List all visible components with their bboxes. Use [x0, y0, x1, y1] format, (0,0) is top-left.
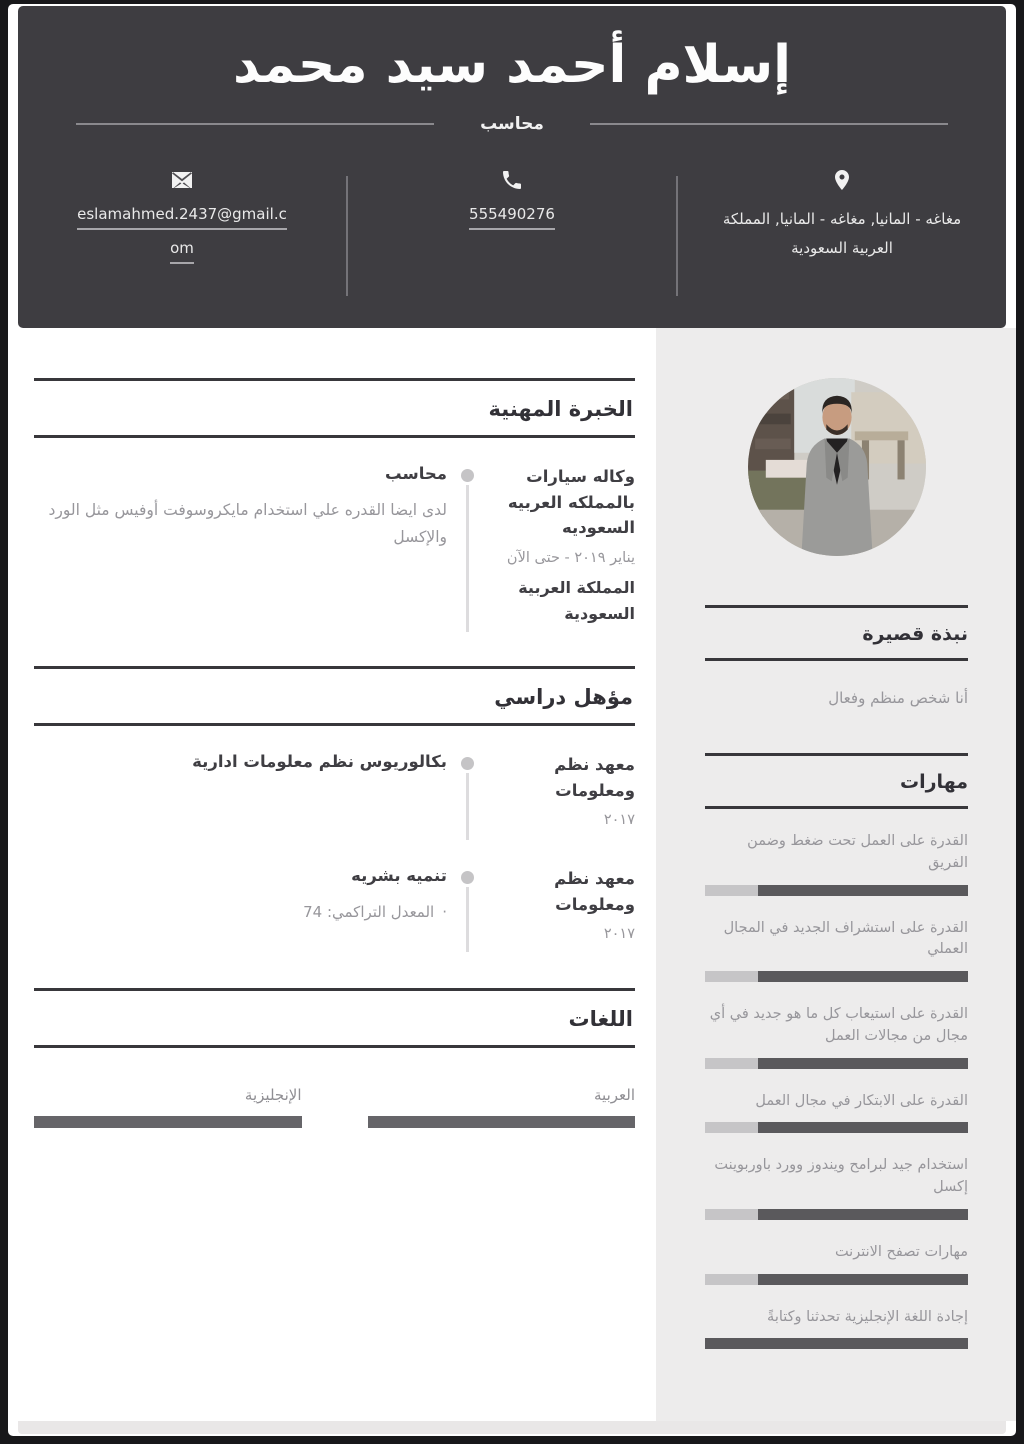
education-entry [34, 752, 635, 840]
language-name: الإنجليزية [244, 1086, 302, 1104]
skill-bar-fill [705, 1338, 968, 1349]
languages-title: اللغات [568, 1007, 633, 1031]
bullet-dot: · [442, 903, 447, 921]
subtitle-row [76, 114, 948, 134]
rule [705, 658, 968, 661]
skill-bar-fill [758, 971, 968, 982]
education-degree: تنميه بشريه [351, 866, 447, 885]
experience-body [34, 464, 447, 632]
skill-bar [705, 1209, 968, 1220]
education-body [34, 866, 447, 952]
experience-title: الخبرة المهنية [488, 397, 633, 421]
skill-label: القدرة على استيعاب كل ما هو جديد في أي مجال من مجالات العمل [709, 1006, 968, 1044]
job-title: محاسب [480, 113, 544, 134]
map-pin-icon [830, 168, 854, 192]
education-org-col [487, 752, 635, 840]
email-line1[interactable]: eslamahmed.2437@gmail.c [77, 205, 287, 230]
about-title: نبذة قصيرة [862, 623, 968, 645]
language-bar-fill [368, 1116, 636, 1128]
timeline [447, 752, 487, 840]
language-item [368, 1086, 636, 1128]
education-note-text: المعدل التراكمي: 74 [303, 903, 435, 921]
skill-label: القدرة على العمل تحت ضغط وضمن الفريق [747, 833, 968, 871]
skill-bar-fill [758, 1209, 968, 1220]
profile-photo-art [748, 378, 926, 556]
education-title: مؤهل دراسي [494, 685, 633, 709]
skill-item [705, 1307, 968, 1350]
skill-label: إجادة اللغة الإنجليزية تحدثنا وكتابةً [767, 1308, 968, 1325]
skill-bar [705, 971, 968, 982]
skill-item [705, 1155, 968, 1220]
skill-label: القدرة على الابتكار في مجال العمل [755, 1092, 968, 1109]
experience-entry [34, 464, 635, 632]
experience-date: يناير ٢٠١٩ - حتى الآن [506, 549, 635, 566]
contact-row [18, 168, 1006, 296]
subtitle-line-right [590, 123, 948, 125]
skill-item [705, 1091, 968, 1134]
education-section [34, 666, 635, 952]
location-cell [678, 168, 1006, 264]
skills-title: مهارات [900, 771, 968, 793]
rule [34, 435, 635, 438]
about-text: أنا شخص منظم وفعال [828, 689, 968, 707]
phone-number[interactable]: 555490276 [469, 205, 555, 230]
skill-label: القدرة على استشراف الجديد في المجال العملي [723, 919, 968, 958]
email-line2[interactable]: om [170, 239, 194, 264]
timeline-dot [461, 757, 474, 770]
phone-cell [348, 168, 676, 230]
skill-bar [705, 1122, 968, 1133]
timeline [447, 866, 487, 952]
skill-label: استخدام جيد لبرامح ويندوز وورد باوربوينت إكسل [714, 1157, 968, 1195]
skill-bar-fill [758, 1058, 968, 1069]
skill-item [705, 1242, 968, 1285]
header [18, 6, 1006, 328]
languages-row [34, 1086, 635, 1128]
email-link[interactable] [77, 205, 287, 264]
phone-link[interactable] [469, 205, 555, 230]
experience-location: المملكة العربية السعودية [518, 577, 635, 624]
timeline-dot [461, 871, 474, 884]
email-cell [18, 168, 346, 264]
language-bar [34, 1116, 302, 1128]
envelope-icon [170, 168, 194, 192]
skill-item [705, 831, 968, 896]
location-text: مغاغه - المانيا, مغاغه - المانيا, المملكة العربية السعودية [722, 209, 962, 258]
language-name: العربية [594, 1086, 635, 1104]
skill-bar [705, 1058, 968, 1069]
skill-bar-fill [758, 885, 968, 896]
phone-handset-icon [500, 168, 524, 192]
about-section [705, 605, 968, 707]
experience-description: لدى ايضا القدره علي استخدام مايكروسوفت أوفيس مثل الورد والإكسل [48, 501, 447, 547]
education-org-col [487, 866, 635, 952]
timeline-line [466, 773, 469, 840]
education-note [34, 903, 447, 921]
timeline-dot [461, 469, 474, 482]
content [8, 328, 1016, 1421]
education-org: معهد نظم ومعلومات [554, 869, 635, 914]
education-body [34, 752, 447, 840]
skill-label: مهارات تصفح الانترنت [834, 1243, 968, 1260]
skill-bar-fill [758, 1274, 968, 1285]
education-year: ٢٠١٧ [603, 926, 635, 943]
experience-section [34, 378, 635, 632]
timeline [447, 464, 487, 632]
profile-photo [748, 378, 926, 556]
education-year: ٢٠١٧ [603, 812, 635, 829]
resume-page [8, 4, 1016, 1436]
sidebar [656, 328, 1016, 1421]
skill-bar-fill [758, 1122, 968, 1133]
skill-item [705, 918, 968, 983]
education-org: معهد نظم ومعلومات [554, 755, 635, 800]
language-bar-fill [34, 1116, 302, 1128]
education-entry [34, 866, 635, 952]
language-bar [368, 1116, 636, 1128]
timeline-line [466, 887, 469, 952]
rule [34, 1045, 635, 1048]
experience-org: وكاله سيارات بالمملكه العربيه السعوديه [507, 467, 635, 538]
skill-bar [705, 1274, 968, 1285]
skill-item [705, 1004, 968, 1069]
main-column [8, 328, 656, 1421]
skill-bar [705, 1338, 968, 1349]
timeline-line [466, 485, 469, 632]
page-bottom-strip [18, 1421, 1006, 1434]
rule [34, 723, 635, 726]
person-name: إسلام أحمد سيد محمد [232, 35, 792, 95]
skills-section [705, 753, 968, 1349]
experience-org-col [487, 464, 635, 632]
language-item [34, 1086, 302, 1128]
subtitle-line-left [76, 123, 434, 125]
education-degree: بكالوريوس نظم معلومات ادارية [192, 752, 447, 771]
languages-section [34, 988, 635, 1128]
skill-bar [705, 885, 968, 896]
rule [705, 806, 968, 809]
experience-role: محاسب [385, 464, 447, 483]
